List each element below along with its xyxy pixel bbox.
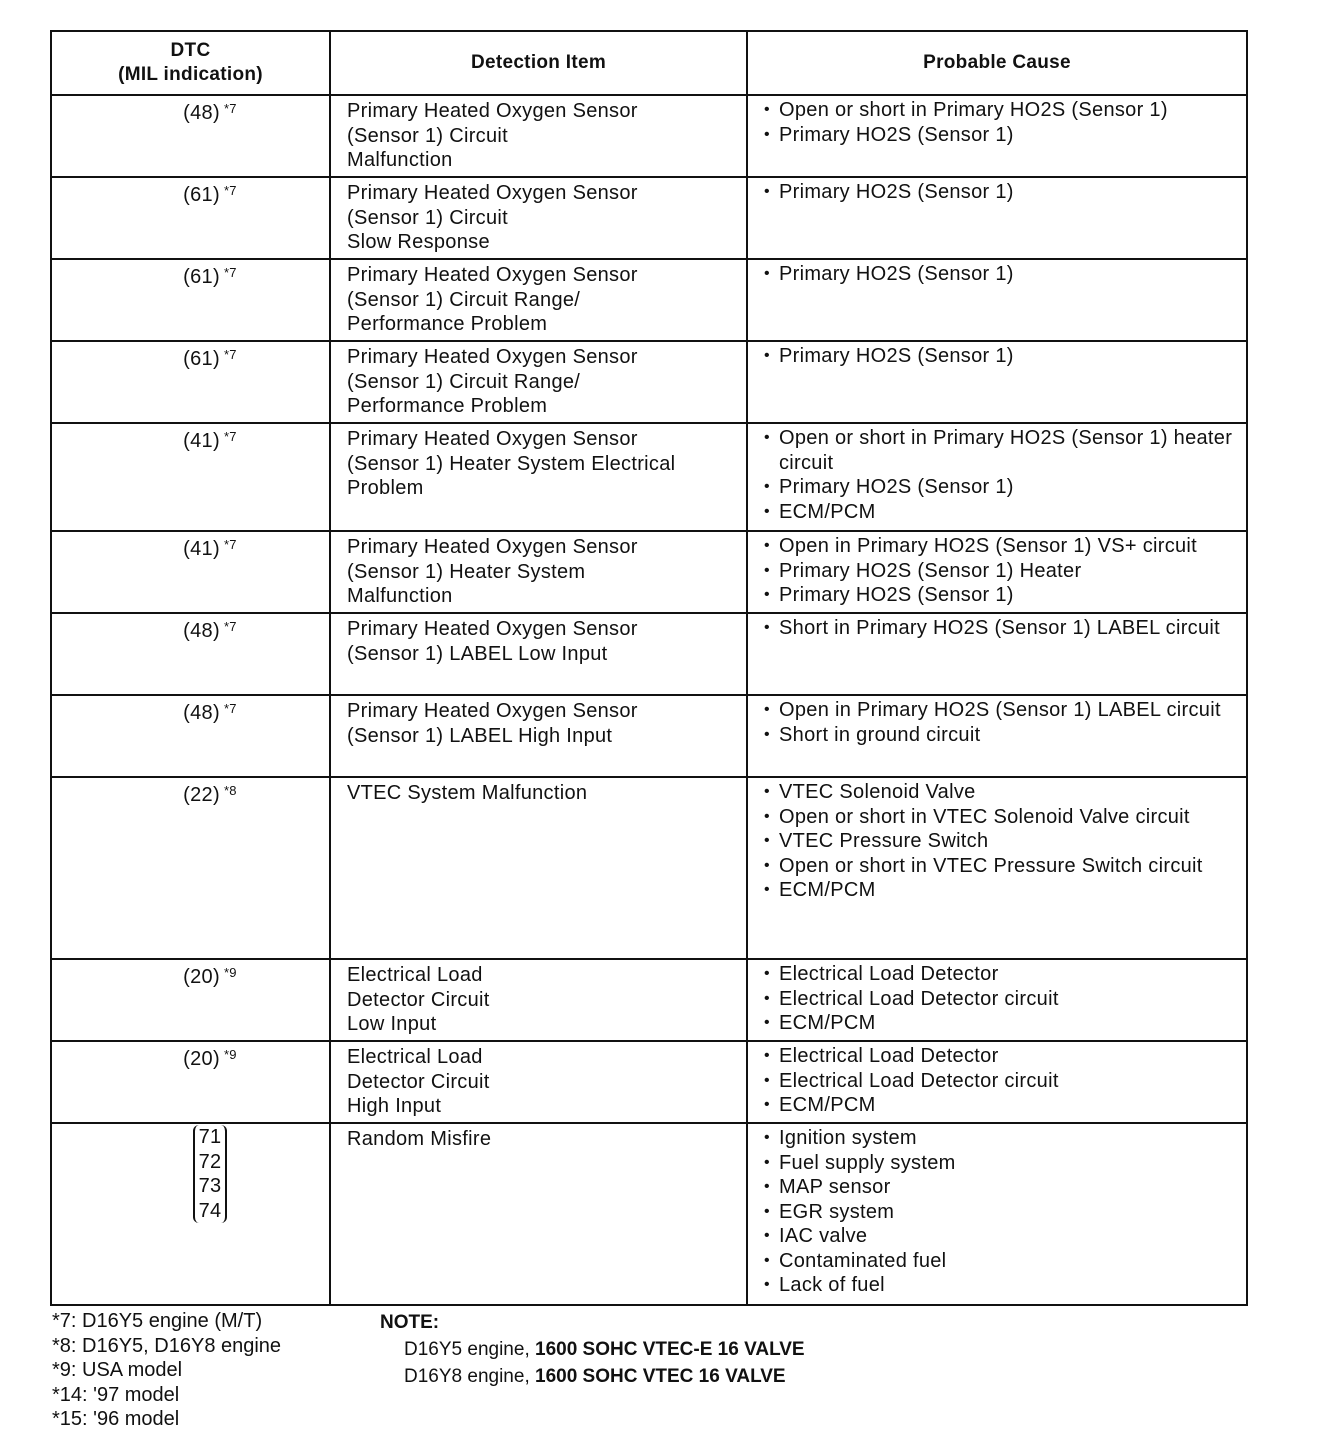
note-engine: D16Y8 engine [404,1366,525,1387]
cause-item: • Primary HO2S (Sensor 1) [762,180,1238,205]
dtc-code: (22) [183,784,220,806]
detection-item-cell [330,259,747,341]
cause-list [762,534,1238,608]
detection-item-line: Performance Problem [347,395,548,417]
detection-item-line: Primary Heated Oxygen Sensor [347,182,638,204]
dtc-code: (48) [183,102,220,124]
table-row [51,423,1247,531]
cause-item: • IAC valve [762,1224,1238,1249]
cause-list [762,262,1238,287]
cause-item: • Primary HO2S (Sensor 1) [762,344,1238,369]
detection-item-line: (Sensor 1) Circuit [347,206,508,229]
dtc-code: (61) [183,348,220,370]
cause-item: • Open in Primary HO2S (Sensor 1) VS+ circuit [762,534,1238,559]
misfire-code: 73 [198,1175,222,1197]
cause-item: • Primary HO2S (Sensor 1) [762,262,1238,287]
cause-item: • Open or short in VTEC Solenoid Valve circuit [762,805,1238,830]
footnotes [52,1309,281,1432]
cause-item: • Electrical Load Detector [762,1044,1238,1069]
probable-cause-cell [747,177,1247,259]
dtc-code: (48) [183,620,220,642]
cause-item: • Ignition system [762,1126,1238,1151]
detection-item-line: (Sensor 1) Heater System [347,560,586,583]
cause-item: • Primary HO2S (Sensor 1) Heater [762,559,1238,584]
table-row [51,959,1247,1041]
cause-item: • Lack of fuel [762,1273,1238,1298]
dtc-code-cell [51,341,330,423]
dtc-code: (61) [183,184,220,206]
dtc-code-cell [51,423,330,531]
misfire-code: 72 [198,1150,222,1173]
footnote-ref: *7 [223,265,237,280]
cause-item: • ECM/PCM [762,1093,1238,1118]
detection-item-line: Malfunction [347,585,453,607]
footnote-ref: *7 [223,619,237,634]
cause-item: • Primary HO2S (Sensor 1) [762,123,1238,148]
cause-item: • Electrical Load Detector [762,962,1238,987]
note-spec: 1600 SOHC VTEC 16 VALVE [535,1366,786,1387]
dtc-code-cell [51,959,330,1041]
header-probable-cause: Probable Cause [747,31,1247,95]
footnote-ref: *9 [223,965,237,980]
table-row [51,777,1247,959]
cause-item: • Primary HO2S (Sensor 1) [762,583,1238,608]
detection-item-line: Detector Circuit [347,988,490,1011]
cause-item: • Open or short in Primary HO2S (Sensor 1) [762,98,1238,123]
probable-cause-cell [747,259,1247,341]
cause-item: • Short in Primary HO2S (Sensor 1) LABEL circuit [762,616,1238,641]
misfire-codes-bracket [193,1125,228,1223]
table-row [51,613,1247,695]
detection-item-line: (Sensor 1) Heater System Electrical [347,452,676,475]
detection-item-line: Problem [347,477,424,499]
misfire-codes-cell [51,1123,330,1305]
detection-item-cell [330,341,747,423]
detection-item-line: (Sensor 1) Circuit [347,124,508,147]
header-dtc-line1: DTC [170,40,211,61]
probable-cause-cell [747,613,1247,695]
misfire-code: 71 [198,1126,222,1148]
detection-item-line: Primary Heated Oxygen Sensor [347,428,638,450]
detection-item-cell [330,177,747,259]
detection-item-line: Electrical Load [347,1046,483,1068]
cause-item: • Open or short in Primary HO2S (Sensor 1) heater circuit [762,426,1238,475]
table-header-row [51,31,1247,95]
footnote: *15: '96 model [52,1408,180,1431]
cause-item: • ECM/PCM [762,500,1238,525]
cause-item: • ECM/PCM [762,878,1238,903]
footnote-ref: *7 [223,101,237,116]
detection-item-line: Primary Heated Oxygen Sensor [347,536,638,558]
footnote: *8: D16Y5, D16Y8 engine [52,1334,282,1357]
table-row [51,531,1247,613]
footnote: *7: D16Y5 engine (M/T) [52,1310,263,1332]
cause-list [762,180,1238,205]
detection-item-cell [330,613,747,695]
cause-item: • Primary HO2S (Sensor 1) [762,475,1238,500]
detection-item-cell [330,95,747,177]
detection-item-line: Malfunction [347,149,453,171]
table-row [51,259,1247,341]
cause-list [762,344,1238,369]
detection-item-line: Primary Heated Oxygen Sensor [347,700,638,722]
detection-item-line: Detector Circuit [347,1070,490,1093]
detection-item-line: (Sensor 1) LABEL High Input [347,724,613,747]
note-line: D16Y8 engine, 1600 SOHC VTEC 16 VALVE [404,1366,786,1387]
misfire-detection-item: Random Misfire [330,1123,747,1305]
header-dtc-line2: (MIL indication) [118,64,263,85]
dtc-code-cell [51,95,330,177]
detection-item-cell [330,423,747,531]
cause-item: • Short in ground circuit [762,723,1238,748]
footnote-ref: *7 [223,537,237,552]
detection-item-line: Performance Problem [347,313,548,335]
dtc-code: (20) [183,1048,220,1070]
dtc-code-cell [51,613,330,695]
detection-item-cell [330,1041,747,1123]
note-spec: 1600 SOHC VTEC-E 16 VALVE [535,1339,805,1360]
table-row [51,1041,1247,1123]
footnote-ref: *7 [223,347,237,362]
table-row [51,695,1247,777]
dtc-code: (41) [183,430,220,452]
footnote: *9: USA model [52,1359,183,1382]
probable-cause-cell [747,341,1247,423]
detection-item-line: Slow Response [347,231,490,253]
probable-cause-cell [747,1041,1247,1123]
cause-item: • Contaminated fuel [762,1249,1238,1274]
cause-item: • Open or short in VTEC Pressure Switch circuit [762,854,1238,879]
table-row [51,95,1247,177]
dtc-code-cell [51,531,330,613]
detection-item-line: (Sensor 1) LABEL Low Input [347,642,608,665]
dtc-code: (20) [183,966,220,988]
cause-list [762,698,1238,747]
misfire-code: 74 [198,1199,222,1222]
cause-item: • VTEC Pressure Switch [762,829,1238,854]
detection-item-line: (Sensor 1) Circuit Range/ [347,288,581,311]
detection-item-line: Electrical Load [347,964,483,986]
detection-item-line: VTEC System Malfunction [347,782,588,804]
detection-item-line: High Input [347,1095,442,1117]
table-row [51,177,1247,259]
cause-item: • Open in Primary HO2S (Sensor 1) LABEL circuit [762,698,1238,723]
misfire-row [51,1123,1247,1305]
note-line: D16Y5 engine, 1600 SOHC VTEC-E 16 VALVE [404,1339,805,1360]
cause-list [762,780,1238,903]
detection-item-cell [330,777,747,959]
detection-item-line: Primary Heated Oxygen Sensor [347,264,638,286]
dtc-code-cell [51,259,330,341]
detection-item-line: Primary Heated Oxygen Sensor [347,346,638,368]
dtc-code-cell [51,177,330,259]
footnote-ref: *8 [223,783,237,798]
cause-item: • Electrical Load Detector circuit [762,1069,1238,1094]
footnote-ref: *7 [223,701,237,716]
detection-item-line: Primary Heated Oxygen Sensor [347,618,638,640]
footnote: *14: '97 model [52,1383,180,1406]
dtc-code-cell [51,695,330,777]
note-engine: D16Y5 engine [404,1339,525,1360]
cause-item: • ECM/PCM [762,1011,1238,1036]
dtc-code: (48) [183,702,220,724]
probable-cause-cell [747,959,1247,1041]
dtc-code: (41) [183,538,220,560]
footnote-ref: *7 [223,183,237,198]
detection-item-cell [330,531,747,613]
table-body [51,95,1247,1305]
cause-item: • Fuel supply system [762,1151,1238,1176]
misfire-cause-list [762,1126,1238,1298]
cause-item: • MAP sensor [762,1175,1238,1200]
detection-item-cell [330,959,747,1041]
detection-item-cell [330,695,747,777]
detection-item-line: Low Input [347,1013,437,1035]
footnote-ref: *9 [223,1047,237,1062]
probable-cause-cell [747,777,1247,959]
header-detection-item: Detection Item [330,31,747,95]
cause-item: • EGR system [762,1200,1238,1225]
detection-item-line: (Sensor 1) Circuit Range/ [347,370,581,393]
probable-cause-cell [747,95,1247,177]
cause-list [762,962,1238,1036]
header-dtc [51,31,330,95]
cause-item: • Electrical Load Detector circuit [762,987,1238,1012]
footnote-ref: *7 [223,429,237,444]
dtc-code: (61) [183,266,220,288]
dtc-code-cell [51,777,330,959]
cause-item: • VTEC Solenoid Valve [762,780,1238,805]
dtc-code-cell [51,1041,330,1123]
engine-note [380,1309,805,1390]
note-title: NOTE: [380,1312,440,1333]
detection-item-line: Primary Heated Oxygen Sensor [347,100,638,122]
probable-cause-cell [747,531,1247,613]
probable-cause-cell [747,423,1247,531]
cause-list [762,1044,1238,1118]
table-row [51,341,1247,423]
cause-list [762,616,1238,641]
probable-cause-cell [747,695,1247,777]
cause-list [762,98,1238,147]
dtc-table [50,30,1248,1306]
cause-list [762,426,1238,524]
misfire-causes-cell [747,1123,1247,1305]
